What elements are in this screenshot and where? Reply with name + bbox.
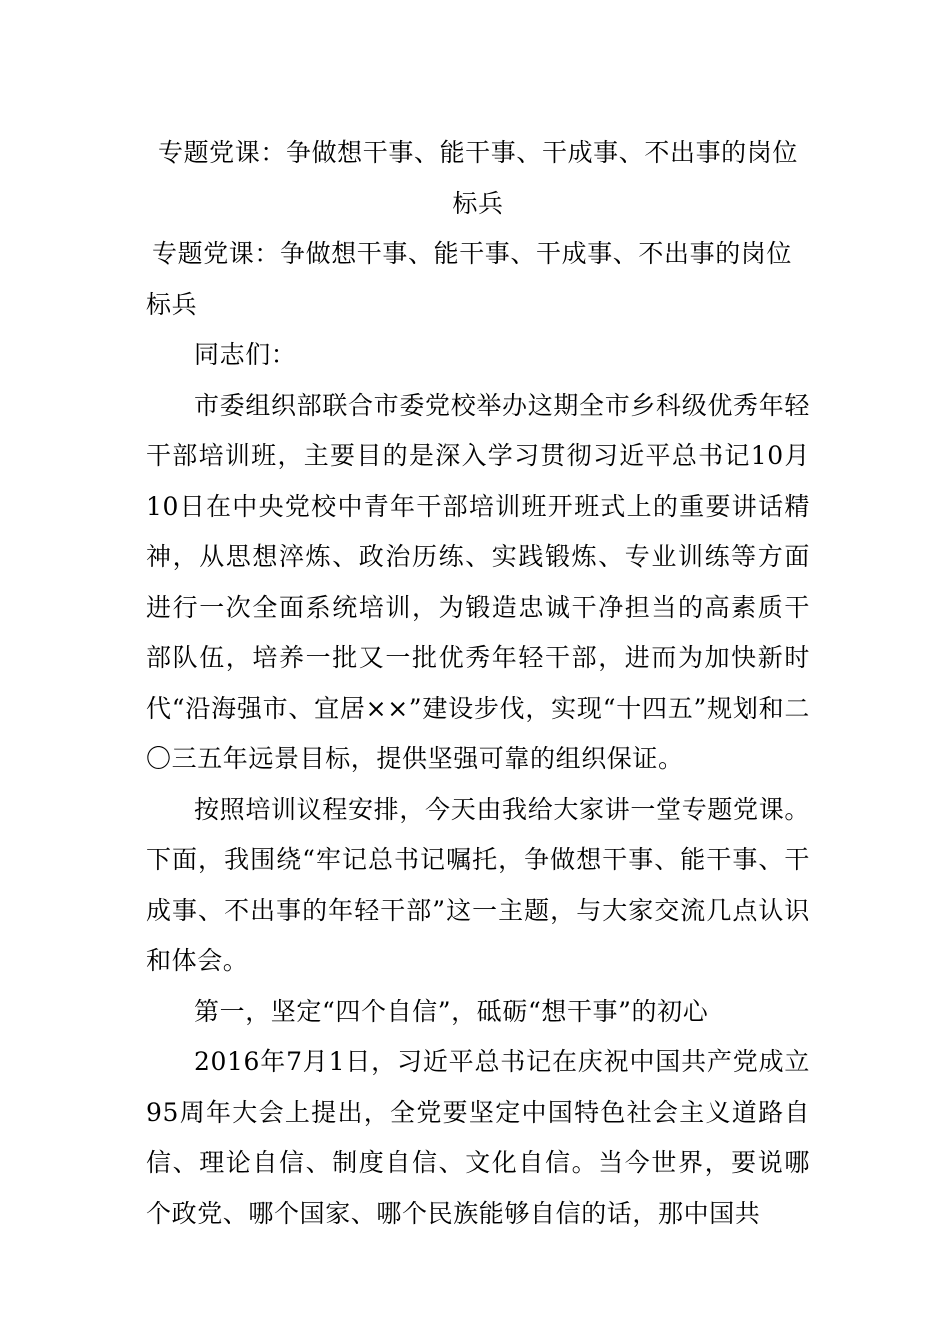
section-heading-first: 第一，坚定“四个自信”，砥砺“想干事”的初心 [194, 996, 709, 1026]
paragraph-confidence: 2016年7月1日，习近平总书记在庆祝中国共产党成立95周年大会上提出，全党要坚定中国特色社会主义道路自信、理论自信、制度自信、文化自信。当今世界，要说哪个政党、哪个国家、哪个民族能够自信的话，那中国共 [146, 1047, 810, 1228]
document-title: 专题党课：争做想干事、能干事、干成事、不出事的岗位标兵 [157, 138, 798, 218]
paragraph-intro: 市委组织部联合市委党校举办这期全市乡科级优秀年轻干部培训班，主要目的是深入学习贯彻习近平总书记10月10日在中央党校中青年干部培训班开班式上的重要讲话精神，从思想淬炼、政治历练、实践锻炼、专业训练等方面进行一次全面系统培训，为锻造忠诚干净担当的高素质干部队伍，培养一批又一批优秀年轻干部，进而为加快新时代“沿海强市、宜居××”建设步伐，实现“十四五”规划和二〇三五年远景目标，提供坚强可靠的组织保证。 [146, 390, 810, 773]
paragraph-agenda: 按照培训议程安排，今天由我给大家讲一堂专题党课。下面，我围绕“牢记总书记嘱托，争做想干事、能干事、干成事、不出事的年轻干部”这一主题，与大家交流几点认识和体会。 [146, 794, 810, 975]
document-page [146, 128, 810, 1239]
greeting: 同志们： [194, 340, 297, 369]
document-subtitle: 专题党课：争做想干事、能干事、干成事、不出事的岗位标兵 [146, 239, 793, 319]
